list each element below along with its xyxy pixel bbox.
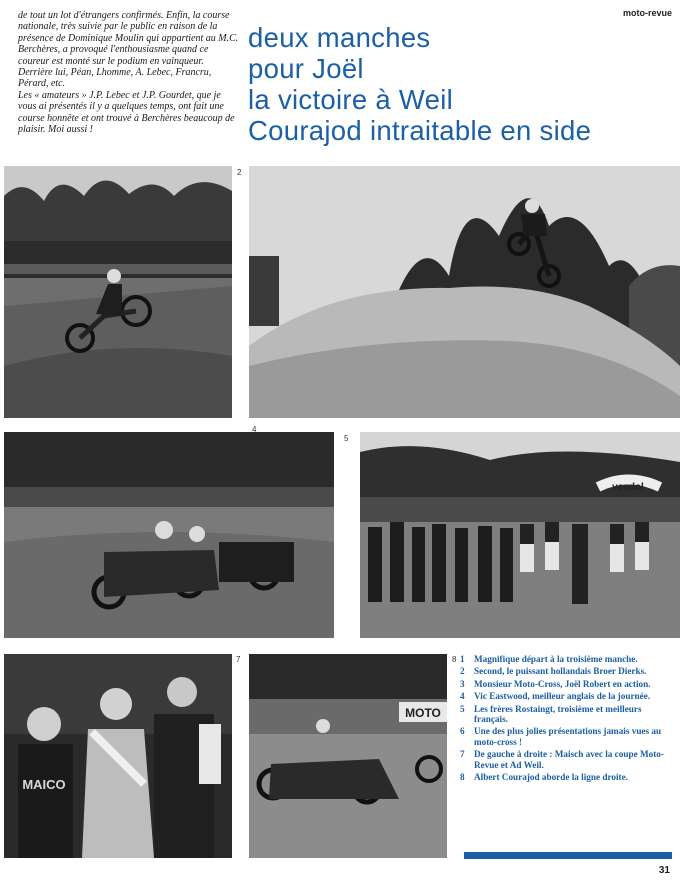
photo-number: 2 <box>237 168 242 177</box>
photo-sidecar-race <box>4 432 334 638</box>
caption-number: 6 <box>460 726 465 737</box>
photo-majorettes-parade <box>360 432 680 638</box>
caption-item <box>460 726 672 747</box>
banner-text: veedol <box>612 482 644 493</box>
intro-text <box>18 10 240 135</box>
headline-line: Courajod intraitable en side <box>248 115 592 146</box>
caption-text: Vic Eastwood, meilleur anglais de la journée. <box>474 691 651 702</box>
caption-item <box>460 691 672 701</box>
photo-rider-jump <box>249 166 680 418</box>
caption-item <box>460 772 672 782</box>
photo-number: 8 <box>452 655 457 664</box>
caption-item <box>460 679 672 689</box>
caption-number: 1 <box>460 654 465 664</box>
caption-text: De gauche à droite : Maisch avec la coupe Moto-Revue et Ad Weil. <box>474 749 664 770</box>
caption-text: Les frères Rostaingt, troisième et meilleurs français. <box>474 703 642 725</box>
photo-winners-trophy <box>4 654 232 858</box>
page-number: 31 <box>658 865 670 876</box>
caption-number: 2 <box>460 666 465 677</box>
masthead: moto-revue <box>622 8 672 18</box>
photo-captions <box>460 654 672 784</box>
moto-sign-text: MOTO <box>405 706 441 720</box>
caption-number: 3 <box>460 678 465 689</box>
photo-rider-wheelie <box>4 166 232 418</box>
caption-item <box>460 666 672 676</box>
caption-item <box>460 749 672 770</box>
caption-number: 8 <box>460 772 465 783</box>
headline-line: pour Joël <box>248 53 364 84</box>
photo-number: 4 <box>252 425 257 434</box>
caption-text: Magnifique départ à la troisième manche. <box>474 654 638 664</box>
intro-paragraph: de tout un lot d'étrangers confirmés. Enfin, la course nationale, très suivie par le public en raison de la présence de Dominique Moulin qui appartient au M.C. Berchères, a provoqué l'enthousiasme quand ce coureur est monté sur le podium en vainqueur. Derrière lui, Péan, Lhomme, A. Lebec, Francru, Pérard, etc. <box>18 10 239 90</box>
caption-item <box>460 654 672 664</box>
caption-text: Une des plus jolies présentations jamais vues au moto-cross ! <box>474 726 662 747</box>
photo-number: 7 <box>236 655 241 664</box>
article-headline <box>248 22 668 146</box>
caption-text: Albert Courajod aborde la ligne droite. <box>474 772 628 783</box>
jersey-text: MAICO <box>22 777 66 792</box>
caption-item <box>460 704 672 725</box>
photo-number: 5 <box>344 434 349 443</box>
photo-sidecar-straight <box>249 654 447 858</box>
caption-number: 5 <box>460 703 465 714</box>
headline-line: la victoire à Weil <box>248 84 454 115</box>
intro-paragraph: Les « amateurs » J.P. Lebec et J.P. Gourdet, que je vous ai présentés il y a quelques temps, ont fait une course honnête et ont trouvé à Berchères beaucoup de plaisir. Moi aussi ! <box>18 89 235 136</box>
decorative-blue-bar <box>464 852 672 859</box>
caption-number: 7 <box>460 749 465 760</box>
headline-line: deux manches <box>248 22 431 53</box>
caption-text: Second, le puissant hollandais Broer Dierks. <box>474 666 647 677</box>
caption-number: 4 <box>460 691 465 702</box>
caption-text: Monsieur Moto-Cross, Joël Robert en action. <box>474 678 651 689</box>
